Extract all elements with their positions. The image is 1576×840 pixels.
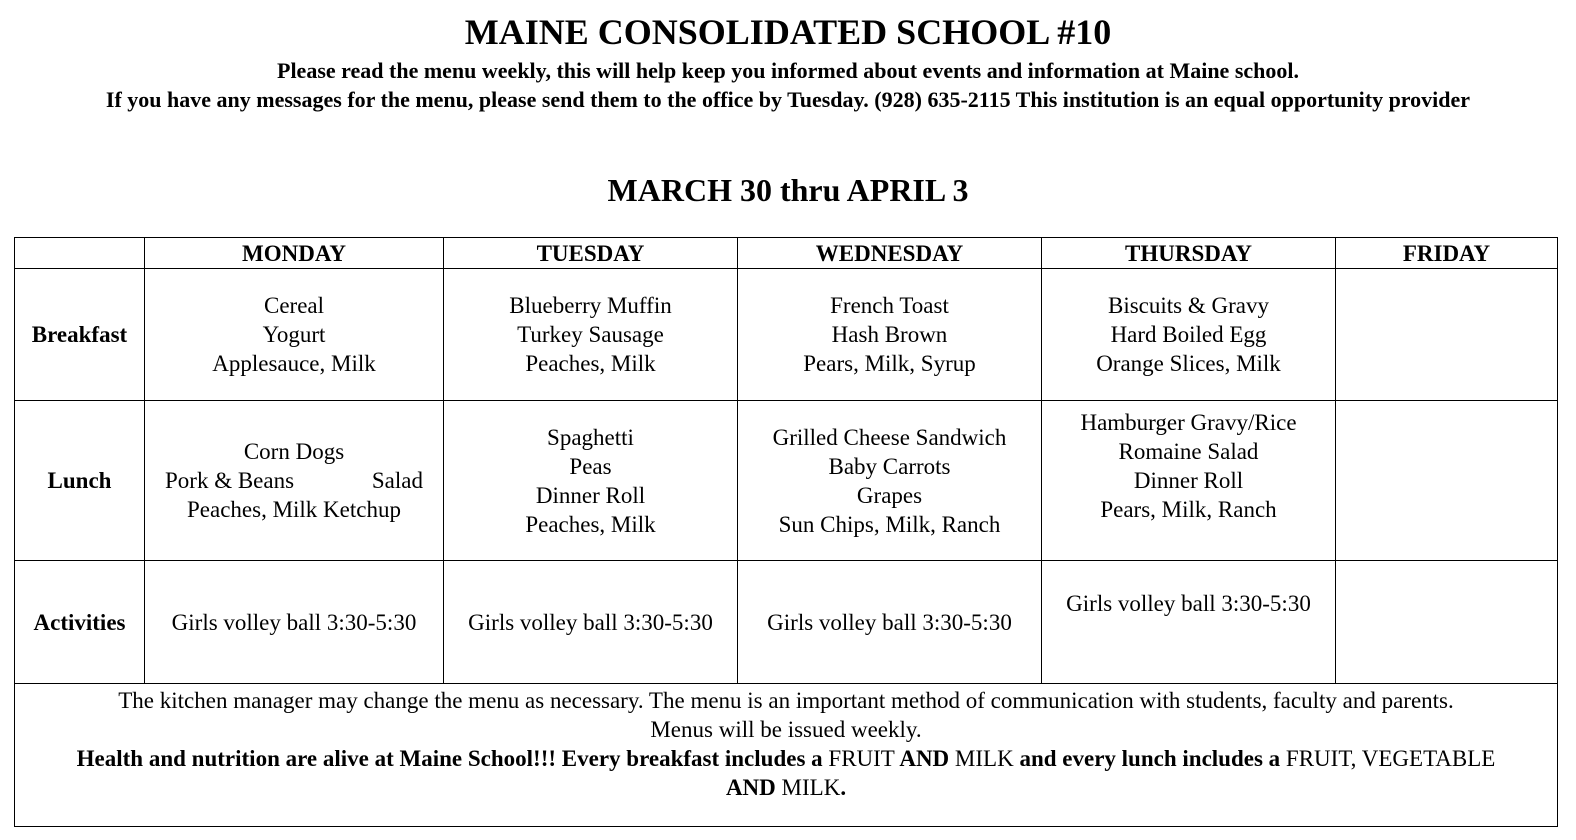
menu-item: Pears, Milk, Syrup	[803, 351, 976, 376]
intro-text	[40, 56, 1536, 114]
intro-line-1: Please read the menu weekly, this will help keep you informed about events and information at Maine school.	[277, 58, 1299, 83]
menu-item: Pears, Milk, Ranch	[1100, 497, 1277, 522]
lunch-wednesday	[738, 401, 1042, 561]
activities-thursday	[1042, 561, 1336, 684]
menu-item: French Toast	[830, 293, 949, 318]
lunch-friday	[1336, 401, 1558, 561]
milk-word: MILK	[954, 746, 1014, 771]
activities-friday	[1336, 561, 1558, 684]
menu-item: Orange Slices, Milk	[1096, 351, 1281, 376]
menu-item: Dinner Roll	[535, 482, 646, 508]
footer-note-2: Menus will be issued weekly.	[650, 717, 922, 742]
vegetable-word: VEGETABLE	[1356, 746, 1496, 771]
menu-item: Pork & Beans	[165, 468, 295, 493]
health-note	[15, 744, 1557, 802]
breakfast-friday	[1336, 269, 1558, 401]
day-header-monday: MONDAY	[145, 238, 444, 269]
and-word: AND	[725, 775, 782, 800]
menu-item: Sun Chips, Milk, Ranch	[778, 511, 1001, 537]
footer-row	[15, 684, 1558, 827]
menu-item: Romaine Salad	[1118, 439, 1259, 464]
menu-item: Hamburger Gravy/Rice	[1080, 410, 1297, 435]
menu-item: Peaches, Milk	[525, 351, 656, 376]
day-header-row	[15, 238, 1558, 269]
lunch-monday	[145, 401, 444, 561]
menu-item: Baby Carrots	[828, 453, 951, 479]
activities-label: Activities	[15, 561, 145, 684]
menu-item: Peaches, Milk	[525, 511, 656, 537]
week-dates: MARCH 30 thru APRIL 3	[607, 172, 969, 208]
breakfast-thursday	[1042, 269, 1336, 401]
menu-item: Blueberry Muffin	[509, 293, 672, 318]
activities-wednesday: Girls volley ball 3:30-5:30	[738, 561, 1042, 684]
menu-item: Biscuits & Gravy	[1108, 293, 1269, 318]
menu-item: Grapes	[856, 482, 923, 508]
lunch-label: Lunch	[15, 401, 145, 561]
health-text: Health and nutrition are alive at Maine School!!! Every breakfast includes a	[76, 746, 829, 771]
lunch-thursday	[1042, 401, 1336, 561]
menu-item: Hard Boiled Egg	[1110, 322, 1267, 347]
footer-notes	[15, 684, 1558, 827]
breakfast-row	[15, 269, 1558, 401]
menu-item: Yogurt	[262, 322, 326, 347]
lunch-tuesday	[444, 401, 738, 561]
breakfast-wednesday	[738, 269, 1042, 401]
activities-row	[15, 561, 1558, 684]
fruit-word: FRUIT,	[1285, 746, 1357, 771]
breakfast-tuesday	[444, 269, 738, 401]
menu-item: Peas	[569, 453, 612, 479]
intro-line-2: If you have any messages for the menu, please send them to the office by Tuesday. (928) 635-2115 This institution is an equal opportunity provider	[105, 87, 1471, 112]
lunch-row	[15, 401, 1558, 561]
health-end: .	[840, 775, 847, 800]
menu-table	[14, 237, 1558, 827]
corner-cell	[15, 238, 145, 269]
day-header-tuesday: TUESDAY	[444, 238, 738, 269]
and-word: AND	[894, 746, 955, 771]
day-header-thursday: THURSDAY	[1042, 238, 1336, 269]
menu-item: Turkey Sausage	[517, 322, 664, 347]
page-title: MAINE CONSOLIDATED SCHOOL #10	[464, 12, 1112, 52]
activity-item: Girls volley ball 3:30-5:30	[1066, 591, 1311, 616]
activities-monday: Girls volley ball 3:30-5:30	[145, 561, 444, 684]
activities-tuesday: Girls volley ball 3:30-5:30	[444, 561, 738, 684]
breakfast-monday	[145, 269, 444, 401]
day-header-wednesday: WEDNESDAY	[738, 238, 1042, 269]
menu-item: Corn Dogs	[243, 439, 345, 464]
menu-item: Grilled Cheese Sandwich	[772, 424, 1007, 450]
breakfast-label: Breakfast	[15, 269, 145, 401]
menu-item-split	[145, 466, 443, 495]
day-header-friday: FRIDAY	[1336, 238, 1558, 269]
menu-item: Hash Brown	[831, 322, 948, 347]
menu-item: Applesauce, Milk	[212, 351, 376, 376]
health-text: and every lunch includes a	[1013, 746, 1286, 771]
menu-item: Dinner Roll	[1133, 468, 1244, 493]
menu-item: Peaches, Milk Ketchup	[187, 497, 401, 522]
milk-word: MILK	[781, 775, 841, 800]
menu-item: Cereal	[263, 293, 324, 318]
fruit-word: FRUIT	[828, 746, 895, 771]
menu-item: Salad	[371, 468, 423, 493]
menu-item: Spaghetti	[547, 424, 634, 450]
footer-note-1: The kitchen manager may change the menu as necessary. The menu is an important method of communication with students, faculty and parents.	[118, 688, 1454, 713]
